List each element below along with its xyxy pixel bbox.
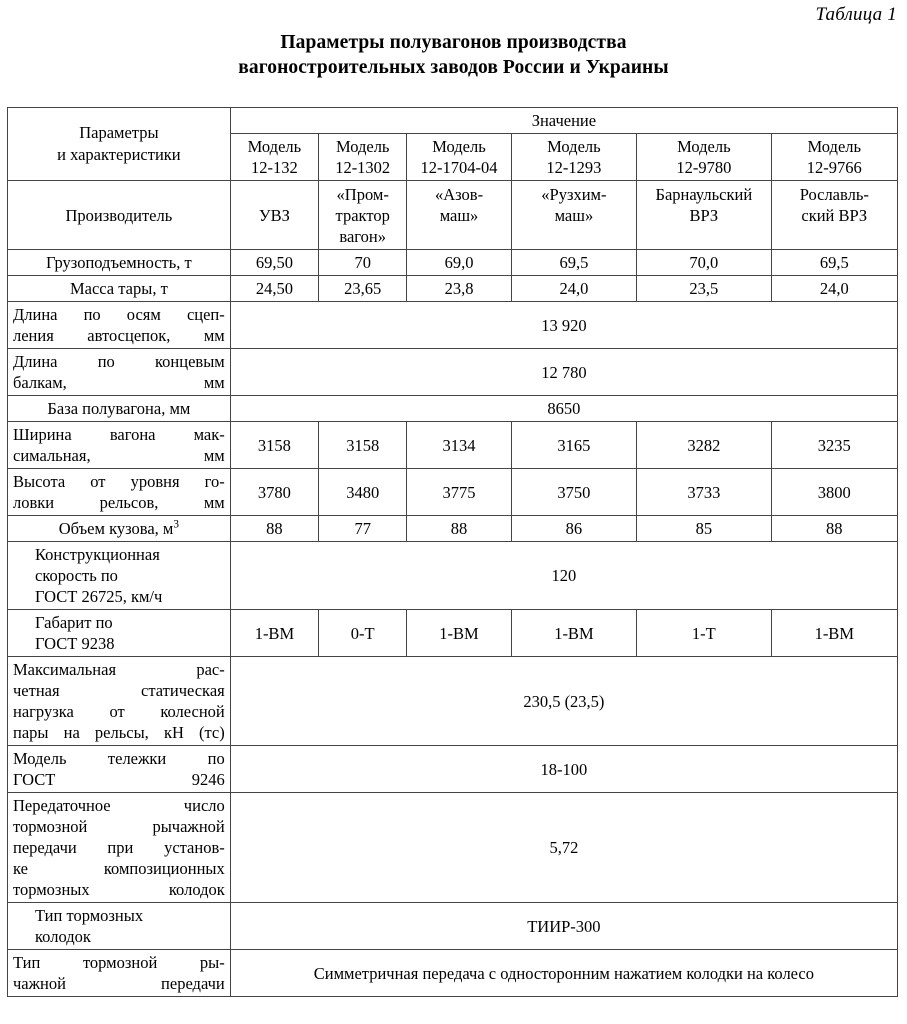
text-line: Максимальная рас- — [13, 660, 225, 679]
text-line: передачи при установ- — [13, 838, 225, 857]
row-value-merged: 120 — [230, 542, 897, 610]
row-value-merged: Симметричная передача с односторонним нажатием колодки на колесо — [230, 950, 897, 997]
row-parameter-label — [8, 950, 231, 997]
table-row — [8, 469, 898, 516]
row-value-cell — [407, 181, 511, 250]
header-model-1-word: Модель — [247, 137, 302, 156]
table-header-row-group — [8, 108, 898, 134]
row-value-cell — [771, 181, 897, 250]
row-value-cell: 0-Т — [319, 610, 407, 657]
table-row — [8, 746, 898, 793]
row-value-cell: УВЗ — [230, 181, 318, 250]
row-value-cell: 24,0 — [511, 276, 636, 302]
row-value-cell: 3775 — [407, 469, 511, 516]
text-line: Длина по осям сцеп- — [13, 305, 225, 324]
text-line: Ширина вагона мак- — [13, 425, 225, 444]
row-value-merged: ТИИР-300 — [230, 903, 897, 950]
row-value-cell: 3800 — [771, 469, 897, 516]
row-value-cell: 23,65 — [319, 276, 407, 302]
table-row — [8, 657, 898, 746]
header-parameters-cell — [8, 108, 231, 181]
text-line: Конструкционная — [35, 545, 160, 564]
table-row — [8, 349, 898, 396]
header-model-6-word: Модель — [807, 137, 862, 156]
text-line: ке композиционных — [13, 859, 225, 878]
row-parameter-label — [8, 422, 231, 469]
text-line: Рославль- — [799, 185, 869, 204]
row-value-cell — [637, 181, 771, 250]
text-line: Длина по концевым — [13, 352, 225, 371]
row-parameter-label — [8, 542, 231, 610]
row-value-cell: 3780 — [230, 469, 318, 516]
table-row — [8, 610, 898, 657]
row-value-cell: 3235 — [771, 422, 897, 469]
row-parameter-label — [8, 469, 231, 516]
header-model-2-word: Модель — [335, 137, 390, 156]
row-parameter-label — [8, 657, 231, 746]
text-line: Высота от уровня го- — [13, 472, 225, 491]
text-line: Габарит по — [35, 613, 113, 632]
table-row — [8, 950, 898, 997]
header-model-2 — [319, 134, 407, 181]
row-value-cell: 69,0 — [407, 250, 511, 276]
text-line: «Азов- — [434, 185, 484, 204]
text-line: вагон» — [339, 227, 386, 246]
text-line: Тип тормозных — [35, 906, 144, 925]
table-row — [8, 422, 898, 469]
text-line: четная статическая — [13, 681, 225, 700]
page-title-line-1: Параметры полувагонов производства — [280, 32, 627, 53]
row-parameter-label: Объем кузова, $м^3$ — [8, 516, 231, 542]
text-line: трактор — [335, 206, 390, 225]
header-model-3 — [407, 134, 511, 181]
table-row — [8, 302, 898, 349]
text-line: ГОСТ 26725, км/ч — [35, 587, 163, 606]
row-value-cell: 3282 — [637, 422, 771, 469]
header-model-4-code: 12-1293 — [546, 158, 602, 177]
header-model-5 — [637, 134, 771, 181]
row-value-merged: 13 920 — [230, 302, 897, 349]
row-value-cell: 3733 — [637, 469, 771, 516]
row-value-cell — [511, 181, 636, 250]
row-value-cell: 77 — [319, 516, 407, 542]
text-line: чажной передачи — [13, 974, 225, 993]
row-value-cell: 69,5 — [511, 250, 636, 276]
text-line: ГОСТ 9246 — [13, 770, 225, 789]
text-line: тормозной рычажной — [13, 817, 225, 836]
text-line: ления автосцепок, мм — [13, 326, 225, 345]
row-parameter-label: База полувагона, мм — [8, 396, 231, 422]
header-model-2-code: 12-1302 — [335, 158, 391, 177]
header-model-1 — [230, 134, 318, 181]
text-line: тормозных колодок — [13, 880, 225, 899]
row-value-cell: 86 — [511, 516, 636, 542]
row-parameter-label — [8, 793, 231, 903]
row-parameter-label — [8, 349, 231, 396]
text-line: маш» — [554, 206, 594, 225]
table-row — [8, 516, 898, 542]
header-parameters-line-2: и характеристики — [57, 145, 181, 164]
header-model-5-code: 12-9780 — [676, 158, 732, 177]
row-parameter-label: Производитель — [8, 181, 231, 250]
text-line: Барнаульский — [655, 185, 753, 204]
text-line: симальная, мм — [13, 446, 225, 465]
row-value-cell: 1-ВМ — [230, 610, 318, 657]
row-value-cell: 24,0 — [771, 276, 897, 302]
row-value-cell — [319, 181, 407, 250]
header-model-1-code: 12-132 — [251, 158, 298, 177]
row-value-cell: 1-ВМ — [771, 610, 897, 657]
row-parameter-label: Грузоподъемность, т — [8, 250, 231, 276]
header-model-6 — [771, 134, 897, 181]
text-line: маш» — [439, 206, 479, 225]
table-number-label: Таблица 1 — [815, 4, 897, 25]
header-model-3-word: Модель — [432, 137, 486, 156]
text-line: Модель тележки по — [13, 749, 225, 768]
row-parameter-label — [8, 903, 231, 950]
row-parameter-label: Масса тары, т — [8, 276, 231, 302]
text-line: Тип тормозной ры- — [13, 953, 225, 972]
header-model-4 — [511, 134, 636, 181]
table-row — [8, 396, 898, 422]
row-parameter-label — [8, 610, 231, 657]
row-value-cell: 3158 — [230, 422, 318, 469]
text-line: нагрузка от колесной — [13, 702, 225, 721]
row-value-cell: 3158 — [319, 422, 407, 469]
table-row — [8, 250, 898, 276]
row-value-cell: 69,5 — [771, 250, 897, 276]
row-value-cell: 88 — [230, 516, 318, 542]
table-row — [8, 793, 898, 903]
row-value-merged: 18-100 — [230, 746, 897, 793]
row-value-cell: 88 — [407, 516, 511, 542]
text-line: ский ВРЗ — [801, 206, 868, 225]
row-value-merged: 8650 — [230, 396, 897, 422]
page-title-line-2: вагоностроительных заводов России и Украины — [238, 57, 669, 78]
row-value-cell: 3480 — [319, 469, 407, 516]
table-row — [8, 542, 898, 610]
row-parameter-label — [8, 302, 231, 349]
text-line: балкам, мм — [13, 373, 225, 392]
text-line: скорость по — [35, 566, 118, 585]
parameters-table — [7, 107, 898, 997]
text-line: колодок — [35, 927, 91, 946]
superscript: 3 — [173, 518, 179, 531]
row-value-merged: 5,72 — [230, 793, 897, 903]
table-row — [8, 181, 898, 250]
row-value-cell: 3750 — [511, 469, 636, 516]
row-value-cell: 3165 — [511, 422, 636, 469]
header-model-6-code: 12-9766 — [806, 158, 862, 177]
text-line: ГОСТ 9238 — [35, 634, 115, 653]
row-value-cell: 23,5 — [637, 276, 771, 302]
header-model-4-word: Модель — [547, 137, 601, 156]
row-parameter-label — [8, 746, 231, 793]
row-value-merged: 230,5 (23,5) — [230, 657, 897, 746]
header-parameters-line-1: Параметры — [79, 123, 159, 142]
text-line: «Рузхим- — [541, 185, 607, 204]
table-row — [8, 276, 898, 302]
row-value-cell: 3134 — [407, 422, 511, 469]
row-value-cell: 70 — [319, 250, 407, 276]
table-body — [8, 108, 898, 997]
header-model-3-code: 12-1704-04 — [420, 158, 498, 177]
row-value-cell: 88 — [771, 516, 897, 542]
table-row — [8, 903, 898, 950]
header-model-5-word: Модель — [677, 137, 731, 156]
row-value-cell: 1-Т — [637, 610, 771, 657]
row-value-cell: 69,50 — [230, 250, 318, 276]
row-value-cell: 1-ВМ — [511, 610, 636, 657]
row-value-merged: 12 780 — [230, 349, 897, 396]
text-line: пары на рельсы, кН (тс) — [13, 723, 225, 742]
row-value-cell: 23,8 — [407, 276, 511, 302]
text-line: Передаточное число — [13, 796, 225, 815]
row-value-cell: 70,0 — [637, 250, 771, 276]
parameters-table-wrapper — [7, 107, 898, 997]
text-line: ВРЗ — [689, 206, 719, 225]
header-value-group-cell: Значение — [230, 108, 897, 134]
text-line: ловки рельсов, мм — [13, 493, 225, 512]
page-title — [0, 30, 907, 80]
row-value-cell: 1-ВМ — [407, 610, 511, 657]
row-value-cell: 24,50 — [230, 276, 318, 302]
row-value-cell: 85 — [637, 516, 771, 542]
text-line: «Пром- — [336, 185, 389, 204]
